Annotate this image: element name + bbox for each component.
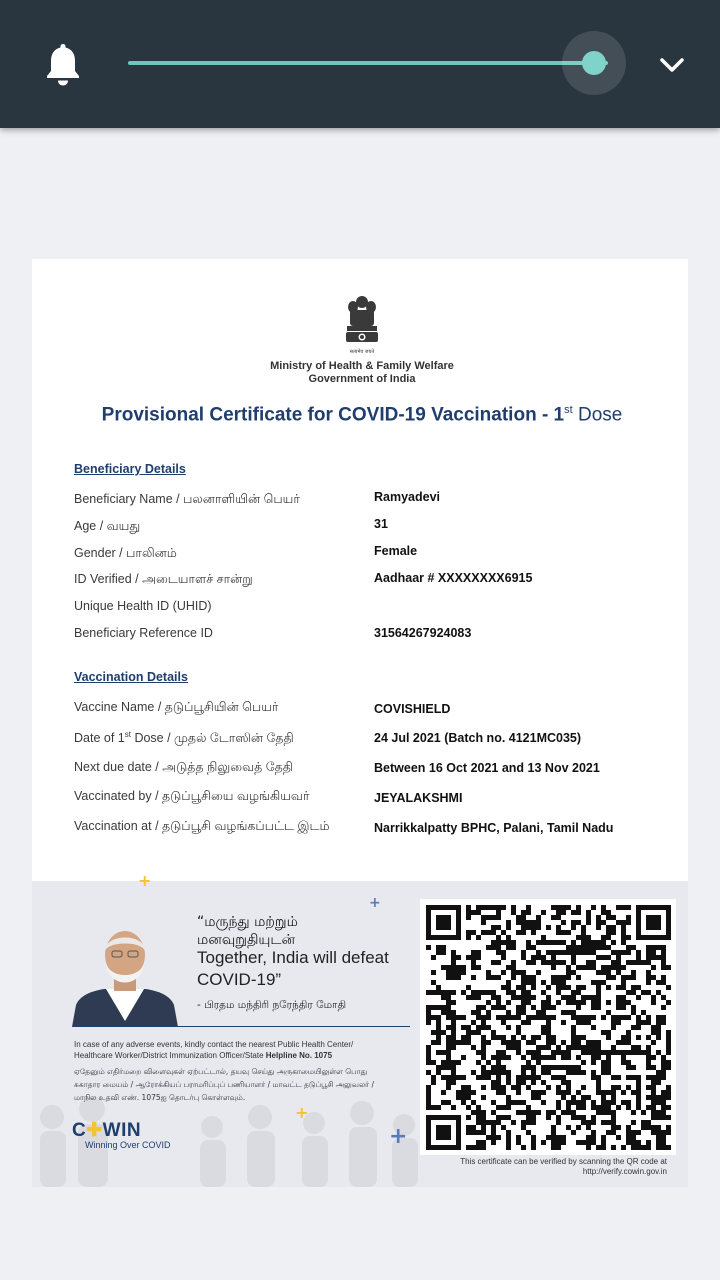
progress-slider-track[interactable]: [128, 61, 608, 65]
cowin-logo-win: WIN: [102, 1120, 142, 1141]
vaccination-at-label: Vaccination at / தடுப்பூசி வழங்கப்பட்ட இடம்: [74, 819, 330, 833]
decor-plus-icon: +: [295, 1103, 309, 1122]
certificate-footer-banner: [32, 871, 688, 1187]
certificate-title-dose: Dose: [572, 404, 623, 426]
first-dose-date-label: [74, 730, 294, 747]
beneficiary-details-heading: Beneficiary Details: [74, 462, 186, 476]
quote-tamil-line-1: “மருந்து மற்றும்: [197, 914, 298, 930]
banner-divider: [74, 1026, 410, 1027]
quote-english: [197, 947, 389, 991]
cowin-tagline: Winning Over COVID: [85, 1140, 171, 1150]
adverse-en-line-2-text: Healthcare Worker/District Immunization Officer/State: [74, 1051, 264, 1060]
qr-note-line-2: http://verify.cowin.gov.in: [582, 1167, 667, 1176]
next-due-date-label: Next due date / அடுத்த நிலுவைத் தேதி: [74, 760, 293, 774]
cowin-plus-icon: ✚: [86, 1120, 103, 1141]
quote-english-line-2: COVID-19”: [197, 970, 282, 989]
id-verified-value: Aadhaar # XXXXXXXX6915: [374, 571, 533, 585]
vaccinated-by-value: JEYALAKSHMI: [374, 791, 463, 805]
quote-tamil-line-2: மனவுறுதியுடன்: [197, 932, 296, 948]
verification-qr-code[interactable]: [420, 899, 676, 1155]
adverse-events-notice-tamil: [74, 1065, 404, 1104]
age-value: 31: [374, 517, 388, 531]
prime-minister-portrait: [70, 921, 180, 1027]
vaccine-name-value: COVISHIELD: [374, 702, 451, 716]
uhid-label: Unique Health ID (UHID): [74, 599, 212, 613]
decor-plus-icon: +: [138, 871, 152, 890]
emblem-motto: सत्यमेव जयते: [349, 349, 375, 355]
next-due-date-value: Between 16 Oct 2021 and 13 Nov 2021: [374, 761, 600, 775]
first-dose-date-label-pre: Date of 1: [74, 731, 125, 746]
adverse-events-notice-english: [74, 1039, 394, 1061]
decor-plus-icon: +: [369, 895, 381, 911]
adverse-en-line-2: [74, 1050, 394, 1061]
adverse-ta-line-2: சுகாதார மையம் / ஆரோக்கியப் பராமரிப்புப் பணியாளர் / மாவட்ட தடுப்பூசி அலுவலர் /: [74, 1080, 375, 1089]
certificate-title-main: Provisional Certificate for COVID-19 Vaccination - 1: [101, 404, 565, 426]
beneficiary-name-value: Ramyadevi: [374, 490, 441, 504]
first-dose-date-label-post: Dose / முதல் டோஸின் தேதி: [130, 731, 294, 746]
first-dose-date-value: 24 Jul 2021 (Batch no. 4121MC035): [374, 731, 582, 745]
helpline-number: Helpline No. 1075: [265, 1051, 333, 1060]
ministry-line-1: Ministry of Health & Family Welfare: [270, 360, 454, 372]
certificate-title: [32, 404, 692, 426]
vaccination-at-value: Narrikkalpatty BPHC, Palani, Tamil Nadu: [374, 821, 614, 835]
vaccination-details-heading: Vaccination Details: [74, 670, 188, 684]
bell-icon[interactable]: [44, 42, 82, 86]
age-label: Age / வயது: [74, 519, 141, 533]
decor-plus-icon: +: [389, 1124, 408, 1149]
qr-modules: [426, 905, 671, 1150]
national-emblem-icon: [342, 293, 382, 361]
gender-value: Female: [374, 544, 418, 558]
ministry-line-2: Government of India: [308, 373, 416, 385]
vaccinated-by-label: Vaccinated by / தடுப்பூசியை வழங்கியவர்: [74, 789, 310, 803]
ministry-name: [32, 360, 692, 386]
adverse-en-line-1: In case of any adverse events, kindly contact the nearest Public Health Center/: [74, 1040, 354, 1049]
vaccination-certificate: [32, 259, 688, 1187]
quote-tamil: [197, 913, 298, 949]
cowin-logo: [72, 1119, 141, 1142]
progress-slider-handle[interactable]: [582, 51, 606, 75]
id-verified-label: ID Verified / அடையாளச் சான்று: [74, 572, 253, 586]
qr-note-line-1: This certificate can be verified by scanning the QR code at: [460, 1157, 667, 1166]
first-dose-date-label-sup: st: [124, 730, 131, 739]
adverse-ta-line-3: மாநில உதவி எண். 1075ஐ தொடர்பு கொள்ளவும்.: [74, 1093, 246, 1102]
reference-id-value: 31564267924083: [374, 626, 472, 640]
vaccine-name-label: Vaccine Name / தடுப்பூசியின் பெயர்: [74, 700, 279, 714]
qr-code-icon: [420, 899, 676, 1155]
top-toolbar: [0, 0, 720, 128]
chevron-down-icon[interactable]: [656, 50, 688, 80]
adverse-ta-line-1: ஏதேனும் எதிர்மறை விளைவுகள் ஏற்பட்டால், தயவு செய்து அருகாமையிலுள்ள பொது: [74, 1067, 368, 1076]
reference-id-label: Beneficiary Reference ID: [74, 626, 213, 640]
cowin-logo-c: C: [72, 1120, 87, 1141]
quote-attribution: - பிரதம மந்திரி நரேந்திர மோதி: [197, 999, 347, 1011]
gender-label: Gender / பாலினம்: [74, 546, 177, 560]
beneficiary-name-label: Beneficiary Name / பலனாளியின் பெயர்: [74, 492, 300, 506]
quote-english-line-1: Together, India will defeat: [197, 948, 389, 967]
certificate-title-sup: st: [564, 404, 573, 416]
qr-verification-note: [420, 1157, 667, 1177]
